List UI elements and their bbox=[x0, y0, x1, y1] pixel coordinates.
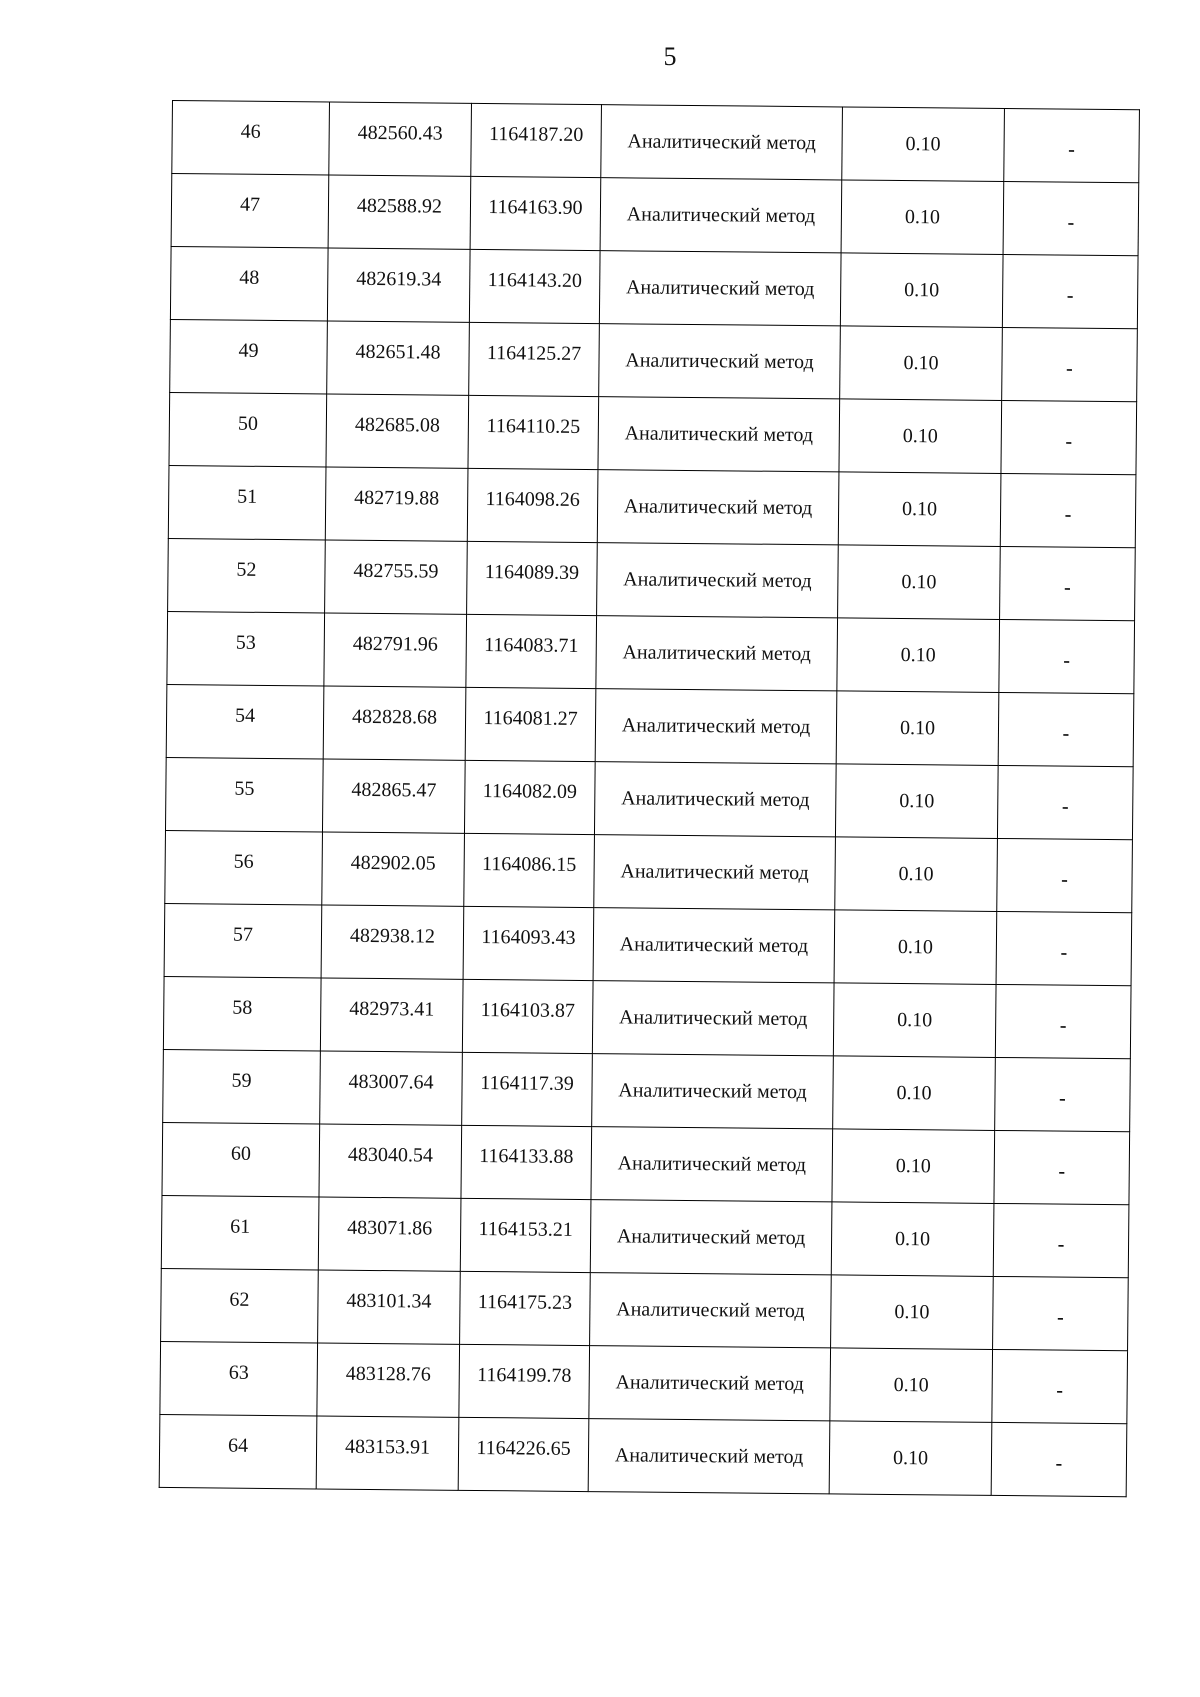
accuracy-cell-text: 0.10 bbox=[897, 1008, 933, 1031]
method-cell bbox=[600, 178, 842, 253]
accuracy-cell-text: 0.10 bbox=[902, 497, 938, 520]
table-row bbox=[163, 1049, 1131, 1131]
note-cell-text: - bbox=[1055, 1452, 1063, 1475]
note-cell-text: - bbox=[1066, 357, 1073, 380]
point-number-cell bbox=[172, 101, 330, 176]
table-row bbox=[165, 830, 1133, 912]
note-cell-text: - bbox=[1063, 576, 1071, 599]
table-row bbox=[168, 465, 1136, 547]
accuracy-cell-text: 0.10 bbox=[894, 1227, 931, 1250]
method-cell bbox=[599, 324, 841, 399]
coordinate-y-cell bbox=[460, 1198, 591, 1272]
coordinate-x-cell bbox=[325, 540, 468, 614]
accuracy-cell bbox=[835, 764, 998, 839]
note-cell bbox=[1004, 108, 1140, 182]
coordinate-y-cell-text: 1164082.09 bbox=[482, 779, 578, 803]
table-body bbox=[159, 101, 1139, 1497]
coordinate-y-cell bbox=[458, 1417, 589, 1491]
coordinate-x-cell bbox=[326, 394, 469, 468]
coordinate-x-cell-text: 482588.92 bbox=[356, 194, 443, 218]
accuracy-cell bbox=[829, 1421, 992, 1496]
note-cell-text: - bbox=[1067, 211, 1075, 234]
accuracy-cell-text: 0.10 bbox=[895, 1154, 931, 1177]
coordinate-y-cell-text: 1164199.78 bbox=[477, 1363, 572, 1387]
coordinate-y-cell-text: 1164226.65 bbox=[476, 1436, 571, 1460]
coordinate-y-cell-text: 1164175.23 bbox=[477, 1290, 573, 1314]
coordinate-x-cell-text: 483153.91 bbox=[344, 1435, 431, 1459]
method-cell-text: Аналитический метод bbox=[622, 640, 812, 665]
point-number-cell bbox=[160, 1341, 318, 1416]
coordinate-y-cell bbox=[459, 1344, 590, 1418]
coordinate-x-cell-text: 483101.34 bbox=[346, 1289, 432, 1313]
coordinate-x-cell-text: 482828.68 bbox=[351, 705, 438, 729]
coordinate-x-cell-text: 483071.86 bbox=[347, 1216, 433, 1240]
note-cell-text: - bbox=[1061, 795, 1069, 818]
accuracy-cell-text: 0.10 bbox=[904, 205, 941, 228]
table-row bbox=[169, 392, 1137, 474]
note-cell bbox=[999, 619, 1135, 693]
note-cell-text: - bbox=[1064, 503, 1072, 526]
coordinate-x-cell bbox=[317, 1343, 460, 1417]
coordinates-table bbox=[159, 100, 1140, 1497]
method-cell bbox=[591, 1127, 833, 1202]
method-cell-text: Аналитический метод bbox=[623, 494, 813, 519]
accuracy-cell bbox=[833, 983, 996, 1058]
accuracy-cell bbox=[841, 180, 1004, 255]
coordinate-x-cell bbox=[329, 102, 472, 176]
method-cell bbox=[598, 397, 840, 472]
point-number-cell bbox=[161, 1268, 319, 1343]
note-cell-text: - bbox=[1059, 1087, 1066, 1110]
coordinate-y-cell-text: 1164110.25 bbox=[486, 414, 581, 438]
method-cell bbox=[596, 616, 838, 691]
table-row bbox=[159, 1414, 1127, 1496]
method-cell bbox=[592, 1054, 834, 1129]
point-number-cell bbox=[167, 611, 325, 686]
coordinate-y-cell bbox=[460, 1271, 591, 1345]
accuracy-cell-text: 0.10 bbox=[902, 424, 938, 447]
note-cell bbox=[1002, 254, 1138, 328]
accuracy-cell bbox=[838, 472, 1001, 547]
accuracy-cell bbox=[833, 1056, 996, 1131]
note-cell bbox=[1003, 181, 1139, 255]
coordinate-y-cell bbox=[469, 322, 600, 396]
accuracy-cell bbox=[840, 326, 1003, 401]
coordinate-y-cell-text: 1164086.15 bbox=[481, 852, 577, 876]
method-cell-text: Аналитический метод bbox=[618, 1078, 807, 1103]
table-row bbox=[172, 101, 1140, 183]
point-number-cell bbox=[171, 174, 329, 249]
point-number-cell-text: 54 bbox=[234, 704, 256, 727]
point-number-cell-text: 57 bbox=[232, 923, 254, 946]
method-cell bbox=[601, 105, 843, 180]
note-cell bbox=[992, 1349, 1128, 1423]
coordinate-x-cell-text: 482685.08 bbox=[354, 413, 440, 437]
table-row bbox=[168, 538, 1136, 620]
accuracy-cell-text: 0.10 bbox=[892, 1446, 929, 1469]
note-cell-text: - bbox=[1062, 722, 1070, 745]
coordinate-y-cell bbox=[469, 249, 600, 323]
table-row bbox=[166, 684, 1134, 766]
accuracy-cell bbox=[831, 1202, 994, 1277]
note-cell bbox=[993, 1203, 1129, 1277]
coordinate-x-cell-text: 483040.54 bbox=[347, 1143, 433, 1167]
table-row bbox=[160, 1341, 1128, 1423]
coordinate-y-cell bbox=[468, 395, 599, 469]
coordinate-x-cell-text: 482973.41 bbox=[349, 997, 435, 1021]
coordinate-y-cell bbox=[463, 906, 594, 980]
note-cell bbox=[995, 1057, 1131, 1131]
method-cell bbox=[590, 1200, 832, 1275]
note-cell bbox=[1002, 327, 1138, 401]
coordinate-y-cell-text: 1164098.26 bbox=[485, 487, 580, 511]
note-cell-text: - bbox=[1066, 284, 1074, 307]
point-number-cell-text: 48 bbox=[239, 266, 260, 289]
note-cell-text: - bbox=[1057, 1233, 1065, 1256]
coordinate-y-cell bbox=[464, 833, 595, 907]
note-cell bbox=[995, 984, 1131, 1058]
note-cell bbox=[997, 838, 1133, 912]
coordinate-y-cell-text: 1164187.20 bbox=[488, 122, 584, 146]
accuracy-cell-text: 0.10 bbox=[899, 716, 936, 739]
coordinate-x-cell bbox=[318, 1197, 461, 1271]
point-number-cell-text: 50 bbox=[237, 412, 259, 435]
coordinate-x-cell bbox=[327, 248, 470, 322]
method-cell bbox=[593, 908, 835, 983]
method-cell-text: Аналитический метод bbox=[615, 1370, 805, 1395]
method-cell-text: Аналитический метод bbox=[619, 932, 809, 957]
coordinate-y-cell-text: 1164153.21 bbox=[478, 1217, 573, 1241]
coordinate-y-cell bbox=[465, 687, 596, 761]
coordinate-x-cell-text: 482755.59 bbox=[353, 559, 439, 583]
accuracy-cell bbox=[834, 910, 997, 985]
coordinate-y-cell-text: 1164081.27 bbox=[483, 706, 578, 730]
method-cell-text: Аналитический метод bbox=[616, 1224, 806, 1249]
note-cell bbox=[994, 1130, 1130, 1204]
coordinate-y-cell bbox=[467, 541, 598, 615]
method-cell-text: Аналитический метод bbox=[616, 1297, 805, 1322]
table-row bbox=[161, 1195, 1129, 1277]
coordinate-x-cell bbox=[322, 832, 465, 906]
table-row bbox=[170, 246, 1138, 328]
accuracy-cell-text: 0.10 bbox=[898, 862, 934, 885]
coordinate-y-cell bbox=[470, 176, 601, 250]
coordinate-x-cell bbox=[322, 759, 465, 833]
coordinate-x-cell bbox=[320, 978, 463, 1052]
coordinate-x-cell-text: 482938.12 bbox=[349, 924, 436, 948]
point-number-cell bbox=[161, 1195, 319, 1270]
table-row bbox=[171, 174, 1139, 256]
point-number-cell bbox=[168, 465, 326, 540]
coordinate-y-cell-text: 1164103.87 bbox=[480, 998, 576, 1022]
coordinate-y-cell-text: 1164163.90 bbox=[488, 195, 583, 219]
coordinate-x-cell bbox=[323, 686, 466, 760]
point-number-cell-text: 52 bbox=[236, 558, 257, 581]
coordinate-x-cell-text: 482619.34 bbox=[356, 267, 442, 291]
accuracy-cell-text: 0.10 bbox=[904, 278, 940, 301]
coordinate-x-cell bbox=[327, 321, 470, 395]
coordinate-y-cell bbox=[466, 614, 597, 688]
point-number-cell bbox=[168, 538, 326, 613]
coordinate-x-cell bbox=[318, 1270, 461, 1344]
coordinate-x-cell-text: 482865.47 bbox=[351, 778, 437, 802]
coordinate-y-cell bbox=[467, 468, 598, 542]
method-cell bbox=[592, 981, 834, 1056]
note-cell-text: - bbox=[1065, 430, 1073, 453]
method-cell-text: Аналитический метод bbox=[625, 275, 815, 300]
point-number-cell bbox=[163, 1049, 321, 1124]
point-number-cell-text: 62 bbox=[229, 1288, 250, 1311]
note-cell bbox=[996, 911, 1132, 985]
point-number-cell bbox=[165, 830, 323, 905]
method-cell-text: Аналитический метод bbox=[626, 202, 816, 227]
coordinate-y-cell bbox=[462, 979, 593, 1053]
accuracy-cell bbox=[838, 545, 1001, 620]
point-number-cell-text: 56 bbox=[233, 850, 254, 873]
point-number-cell-text: 47 bbox=[239, 193, 261, 216]
method-cell bbox=[597, 470, 839, 545]
accuracy-cell-text: 0.10 bbox=[897, 935, 934, 958]
point-number-cell-text: 53 bbox=[235, 631, 256, 654]
method-cell bbox=[594, 835, 836, 910]
method-cell bbox=[595, 689, 837, 764]
point-number-cell-text: 59 bbox=[231, 1069, 252, 1092]
coordinate-x-cell-text: 482791.96 bbox=[352, 632, 438, 656]
coordinate-y-cell-text: 1164133.88 bbox=[479, 1144, 574, 1168]
note-cell bbox=[1000, 473, 1136, 547]
coordinate-x-cell-text: 482651.48 bbox=[355, 340, 441, 364]
method-cell-text: Аналитический метод bbox=[617, 1151, 807, 1176]
table-row bbox=[164, 903, 1132, 985]
coordinate-y-cell bbox=[461, 1125, 592, 1199]
accuracy-cell bbox=[831, 1275, 994, 1350]
table-row bbox=[161, 1268, 1129, 1350]
coordinate-x-cell bbox=[316, 1416, 459, 1490]
method-cell-text: Аналитический метод bbox=[621, 786, 810, 811]
method-cell-text: Аналитический метод bbox=[621, 713, 811, 738]
method-cell bbox=[594, 762, 836, 837]
point-number-cell bbox=[164, 903, 322, 978]
note-cell-text: - bbox=[1056, 1379, 1064, 1402]
coordinate-x-cell bbox=[321, 905, 464, 979]
coordinate-y-cell-text: 1164093.43 bbox=[481, 925, 576, 949]
coordinate-x-cell-text: 482560.43 bbox=[357, 121, 443, 145]
table-row bbox=[162, 1122, 1130, 1204]
note-cell-text: - bbox=[1061, 868, 1068, 891]
method-cell-text: Аналитический метод bbox=[614, 1443, 804, 1468]
coordinate-x-cell-text: 483128.76 bbox=[345, 1362, 431, 1386]
note-cell-text: - bbox=[1058, 1160, 1066, 1183]
note-cell-text: - bbox=[1063, 649, 1071, 672]
accuracy-cell-text: 0.10 bbox=[903, 351, 939, 374]
table-row bbox=[165, 757, 1133, 839]
coordinate-y-cell bbox=[462, 1052, 593, 1126]
accuracy-cell-text: 0.10 bbox=[900, 643, 936, 666]
point-number-cell bbox=[170, 246, 328, 321]
table-row bbox=[163, 976, 1131, 1058]
point-number-cell-text: 63 bbox=[228, 1361, 249, 1384]
method-cell bbox=[588, 1419, 830, 1494]
accuracy-cell bbox=[840, 253, 1003, 328]
accuracy-cell bbox=[839, 399, 1002, 474]
accuracy-cell bbox=[837, 618, 1000, 693]
coordinate-x-cell-text: 482719.88 bbox=[354, 486, 440, 510]
note-cell-text: - bbox=[1060, 941, 1068, 964]
note-cell bbox=[1001, 400, 1137, 474]
method-cell bbox=[589, 1346, 831, 1421]
note-cell bbox=[991, 1422, 1127, 1496]
point-number-cell bbox=[159, 1414, 317, 1489]
accuracy-cell bbox=[836, 691, 999, 766]
point-number-cell-text: 61 bbox=[230, 1215, 251, 1238]
table-row bbox=[167, 611, 1135, 693]
coordinate-x-cell bbox=[328, 175, 471, 249]
note-cell-text: - bbox=[1059, 1014, 1067, 1037]
coordinate-y-cell-text: 1164125.27 bbox=[486, 341, 582, 365]
coordinate-x-cell bbox=[319, 1124, 462, 1198]
coordinate-y-cell-text: 1164143.20 bbox=[487, 268, 583, 292]
coordinate-y-cell-text: 1164083.71 bbox=[484, 633, 579, 657]
point-number-cell bbox=[169, 392, 327, 467]
note-cell bbox=[998, 692, 1134, 766]
method-cell-text: Аналитический метод bbox=[625, 348, 814, 373]
accuracy-cell-text: 0.10 bbox=[896, 1081, 932, 1104]
accuracy-cell-text: 0.10 bbox=[894, 1300, 930, 1323]
method-cell-text: Аналитический метод bbox=[624, 421, 814, 446]
coordinate-x-cell bbox=[320, 1051, 463, 1125]
point-number-cell-text: 64 bbox=[227, 1434, 249, 1457]
note-cell bbox=[1000, 546, 1136, 620]
page-number: 5 bbox=[663, 42, 677, 71]
coordinate-x-cell-text: 483007.64 bbox=[348, 1070, 434, 1094]
method-cell-text: Аналитический метод bbox=[623, 567, 812, 592]
coordinate-y-cell bbox=[464, 760, 595, 834]
point-number-cell-text: 46 bbox=[240, 120, 261, 143]
coordinate-y-cell bbox=[471, 103, 602, 177]
coordinate-x-cell bbox=[324, 613, 467, 687]
method-cell-text: Аналитический метод bbox=[620, 859, 809, 884]
point-number-cell-text: 51 bbox=[237, 485, 258, 508]
point-number-cell bbox=[162, 1122, 320, 1197]
point-number-cell-text: 55 bbox=[234, 777, 255, 800]
coordinate-y-cell-text: 1164117.39 bbox=[480, 1071, 574, 1095]
coordinate-y-cell-text: 1164089.39 bbox=[484, 560, 580, 584]
point-number-cell bbox=[166, 684, 324, 759]
note-cell-text: - bbox=[1068, 138, 1076, 161]
point-number-cell bbox=[163, 976, 321, 1051]
method-cell bbox=[590, 1273, 832, 1348]
point-number-cell-text: 60 bbox=[230, 1142, 251, 1165]
point-number-cell bbox=[170, 319, 328, 394]
accuracy-cell bbox=[835, 837, 998, 912]
accuracy-cell bbox=[832, 1129, 995, 1204]
coordinate-x-cell-text: 482902.05 bbox=[350, 851, 436, 875]
accuracy-cell bbox=[830, 1348, 993, 1423]
table-row bbox=[170, 319, 1138, 401]
note-cell-text: - bbox=[1056, 1306, 1064, 1329]
point-number-cell bbox=[165, 757, 323, 832]
accuracy-cell-text: 0.10 bbox=[905, 132, 941, 155]
note-cell bbox=[993, 1276, 1129, 1350]
accuracy-cell-text: 0.10 bbox=[893, 1373, 929, 1396]
method-cell-text: Аналитический метод bbox=[618, 1005, 808, 1030]
method-cell bbox=[599, 251, 841, 326]
method-cell-text: Аналитический метод bbox=[627, 129, 816, 154]
accuracy-cell-text: 0.10 bbox=[901, 570, 937, 593]
point-number-cell-text: 58 bbox=[232, 996, 253, 1019]
accuracy-cell bbox=[842, 107, 1005, 182]
method-cell bbox=[597, 543, 839, 618]
note-cell bbox=[997, 765, 1133, 839]
accuracy-cell-text: 0.10 bbox=[899, 789, 935, 812]
coordinate-x-cell bbox=[325, 467, 468, 541]
point-number-cell-text: 49 bbox=[238, 339, 259, 362]
